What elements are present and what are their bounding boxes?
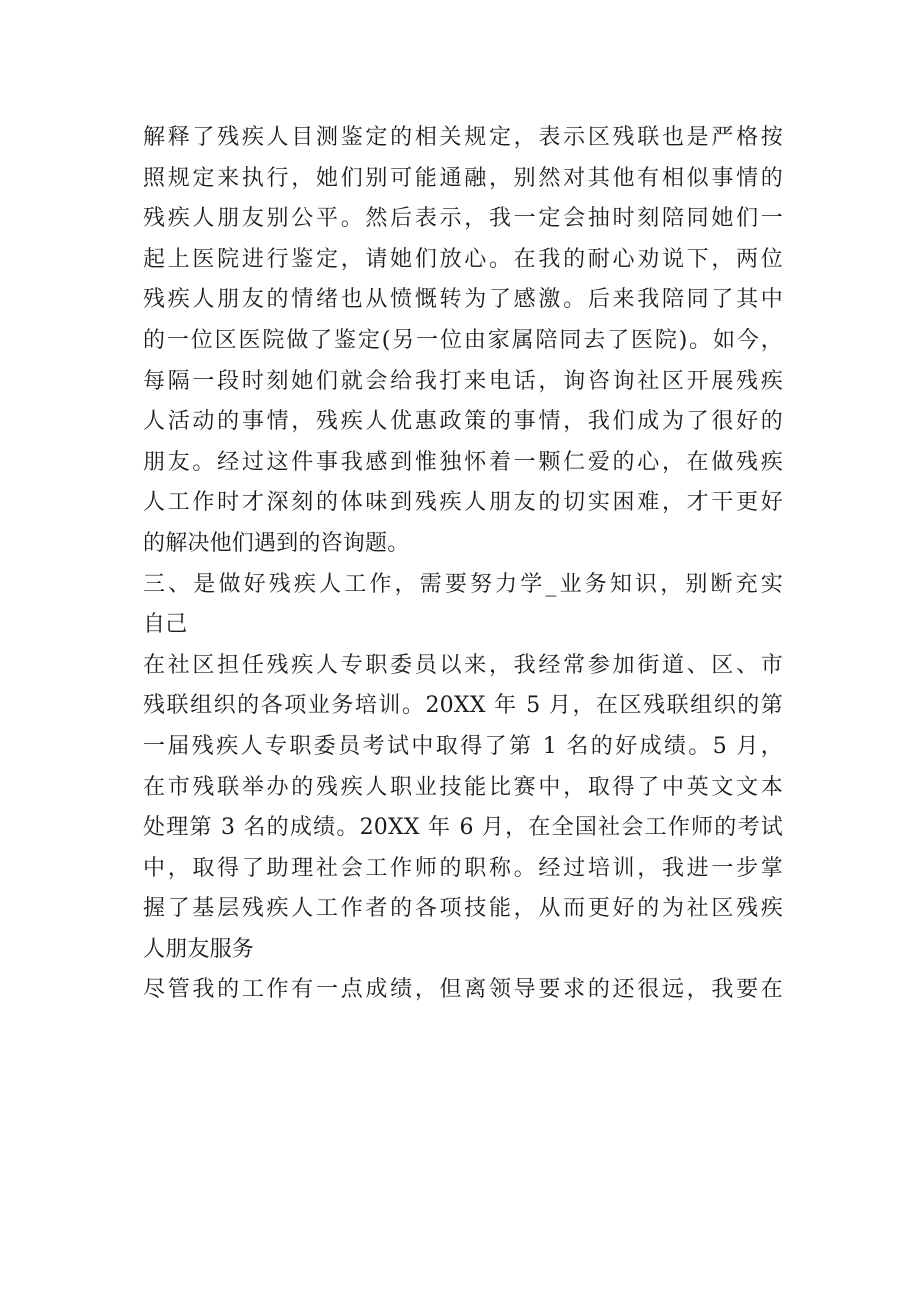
text-line: 握了基层残疾人工作者的各项技能，从而更好的为社区残疾	[143, 896, 783, 922]
text-line: 残疾人朋友别公平。然后表示，我一定会抽时刻陪同她们一	[143, 206, 783, 232]
text-line: 一届残疾人专职委员考试中取得了第 1 名的好成绩。5 月，	[143, 733, 783, 759]
text-line: 人工作时才深刻的体味到残疾人朋友的切实困难，才干更好	[143, 490, 783, 516]
text-line: 人活动的事情，残疾人优惠政策的事情，我们成为了很好的	[143, 409, 783, 435]
text-line: 处理第 3 名的成绩。20XX 年 6 月，在全国社会工作师的考试	[143, 815, 783, 841]
text-line: 自己	[143, 612, 188, 638]
text-line: 在社区担任残疾人专职委员以来，我经常参加街道、区、市	[143, 652, 783, 678]
text-line: 照规定来执行，她们别可能通融，别然对其他有相似事情的	[143, 165, 783, 191]
body-text	[143, 118, 783, 1011]
text-line: 每隔一段时刻她们就会给我打来电话，询咨询社区开展残疾	[143, 368, 783, 394]
text-line: 在市残联举办的残疾人职业技能比赛中，取得了中英文文本	[143, 774, 783, 800]
text-line: 三、是做好残疾人工作，需要努力学_业务知识，别断充实	[143, 571, 783, 597]
text-line: 的一位区医院做了鉴定(另一位由家属陪同去了医院)。如今，	[143, 327, 783, 353]
text-line: 残疾人朋友的情绪也从愤慨转为了感激。后来我陪同了其中	[143, 287, 783, 313]
text-line: 解释了残疾人目测鉴定的相关规定，表示区残联也是严格按	[143, 125, 783, 150]
text-line: 中，取得了助理社会工作师的职称。经过培训，我进一步掌	[143, 855, 783, 881]
text-line: 的解决他们遇到的咨询题。	[143, 530, 410, 556]
text-line: 朋友。经过这件事我感到惟独怀着一颗仁爱的心，在做残疾	[143, 449, 783, 475]
text-line: 人朋友服务	[143, 936, 255, 962]
text-line: 起上医院进行鉴定，请她们放心。在我的耐心劝说下，两位	[143, 246, 783, 272]
text-line: 尽管我的工作有一点成绩，但离领导要求的还很远，我要在	[143, 977, 783, 1003]
text-line: 残联组织的各项业务培训。20XX 年 5 月，在区残联组织的第	[143, 693, 783, 719]
